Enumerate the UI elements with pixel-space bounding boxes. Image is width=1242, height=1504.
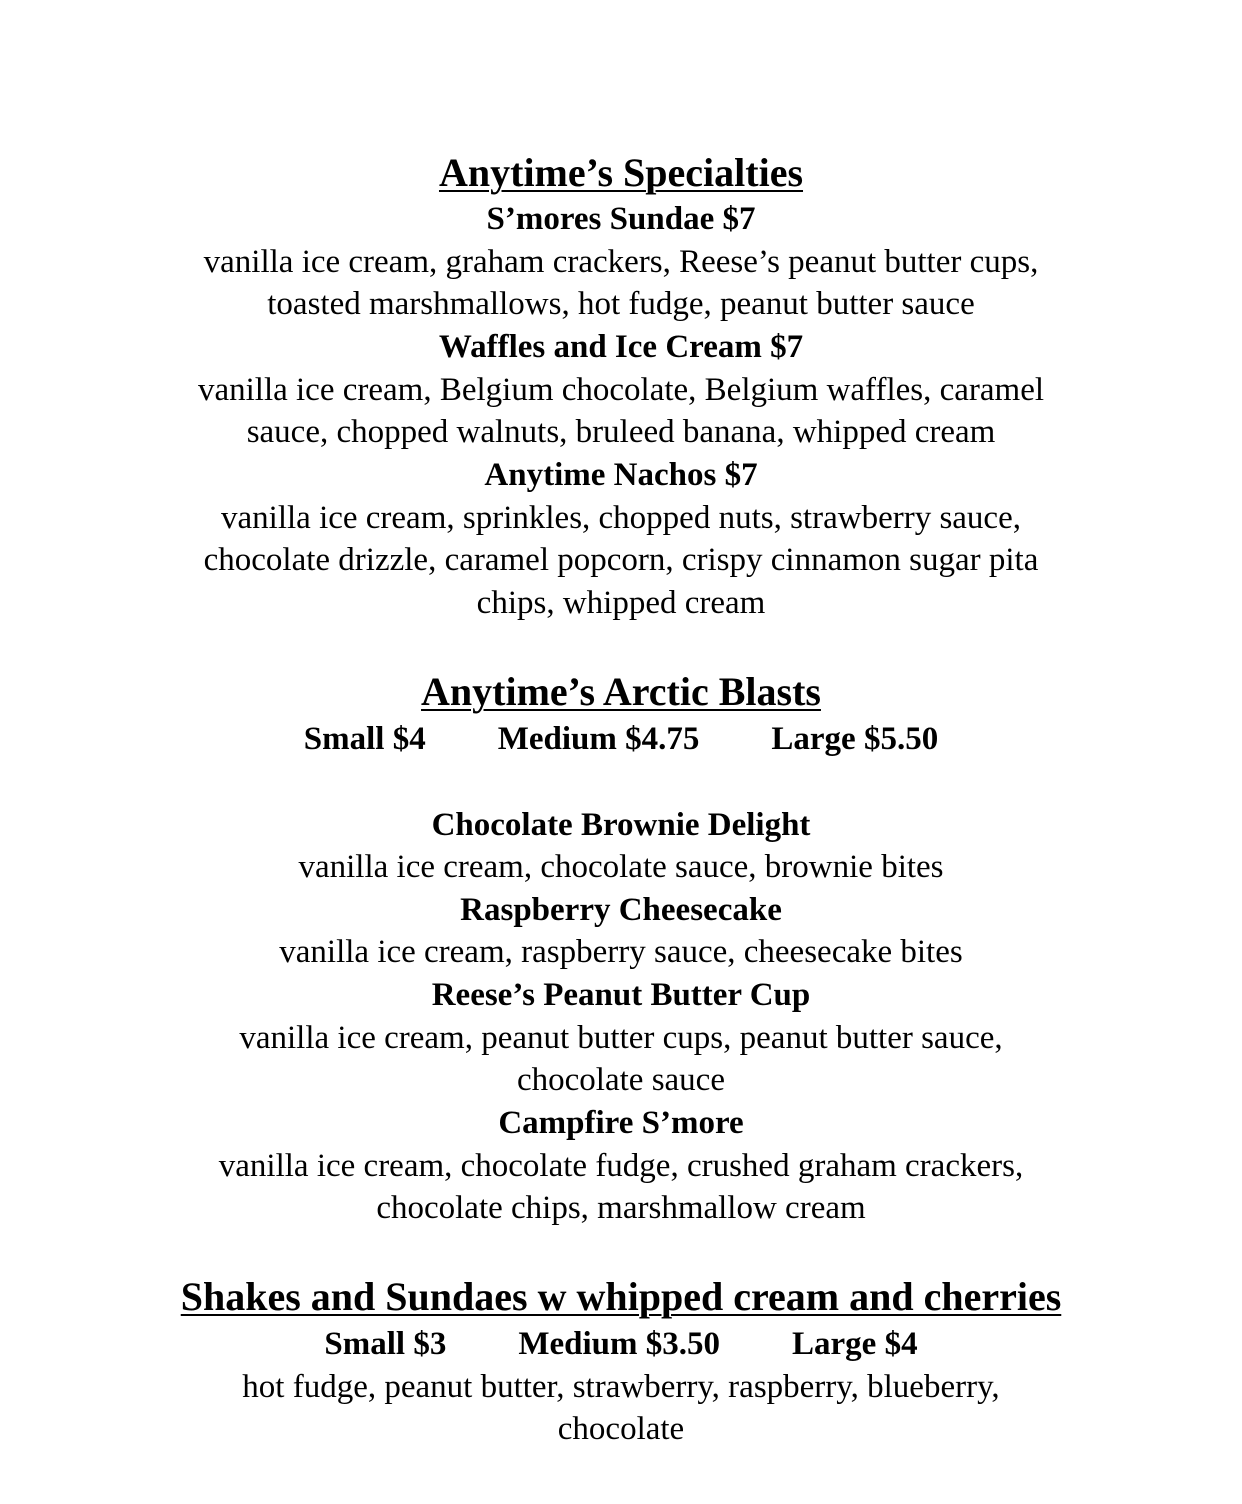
menu-item-description: vanilla ice cream, raspberry sauce, cheesecake bites: [279, 934, 963, 970]
menu-item-description: chips, whipped cream: [476, 585, 766, 621]
section-title-shakes-sundaes: Shakes and Sundaes w whipped cream and cherries: [180, 1274, 1062, 1319]
size-price-row: [0, 723, 1242, 756]
menu-item-name: Raspberry Cheesecake: [460, 892, 782, 928]
menu-item-name: Anytime Nachos $7: [484, 457, 758, 493]
menu-item-name: S’mores Sundae $7: [486, 201, 756, 237]
menu-item-description: vanilla ice cream, Belgium chocolate, Belgium waffles, caramel: [197, 372, 1045, 408]
size-price-small: Small $4: [303, 721, 426, 757]
menu-item-description: chocolate chips, marshmallow cream: [376, 1190, 866, 1226]
size-price-large: Large $5.50: [771, 721, 939, 757]
size-price-large: Large $4: [792, 1326, 918, 1362]
menu-item-description: chocolate sauce: [517, 1062, 725, 1098]
menu-item-description: sauce, chopped walnuts, bruleed banana, whipped cream: [246, 414, 996, 450]
size-price-medium: Medium $3.50: [518, 1326, 721, 1362]
size-price-row: [0, 1328, 1242, 1361]
menu-item-description: chocolate drizzle, caramel popcorn, crispy cinnamon sugar pita: [203, 542, 1039, 578]
section-title-specialties: Anytime’s Specialties: [438, 150, 804, 195]
menu-item-name: Reese’s Peanut Butter Cup: [431, 977, 811, 1013]
menu-item-name: Waffles and Ice Cream $7: [438, 329, 804, 365]
menu-item-name: Chocolate Brownie Delight: [431, 807, 811, 843]
size-price-medium: Medium $4.75: [497, 721, 700, 757]
flavor-list: hot fudge, peanut butter, strawberry, raspberry, blueberry,: [242, 1369, 1000, 1405]
menu-item-description: vanilla ice cream, sprinkles, chopped nuts, strawberry sauce,: [221, 500, 1021, 536]
menu-item-description: vanilla ice cream, chocolate sauce, brownie bites: [298, 849, 944, 885]
size-price-small: Small $3: [324, 1326, 447, 1362]
flavor-list: chocolate: [557, 1411, 685, 1447]
menu-item-description: toasted marshmallows, hot fudge, peanut butter sauce: [267, 286, 975, 322]
menu-item-name: Campfire S’more: [498, 1105, 744, 1141]
menu-item-description: vanilla ice cream, graham crackers, Reese’s peanut butter cups,: [203, 244, 1039, 280]
menu-item-description: vanilla ice cream, chocolate fudge, crushed graham crackers,: [218, 1148, 1024, 1184]
menu-item-description: vanilla ice cream, peanut butter cups, peanut butter sauce,: [239, 1020, 1003, 1056]
section-title-arctic-blasts: Anytime’s Arctic Blasts: [421, 669, 821, 714]
